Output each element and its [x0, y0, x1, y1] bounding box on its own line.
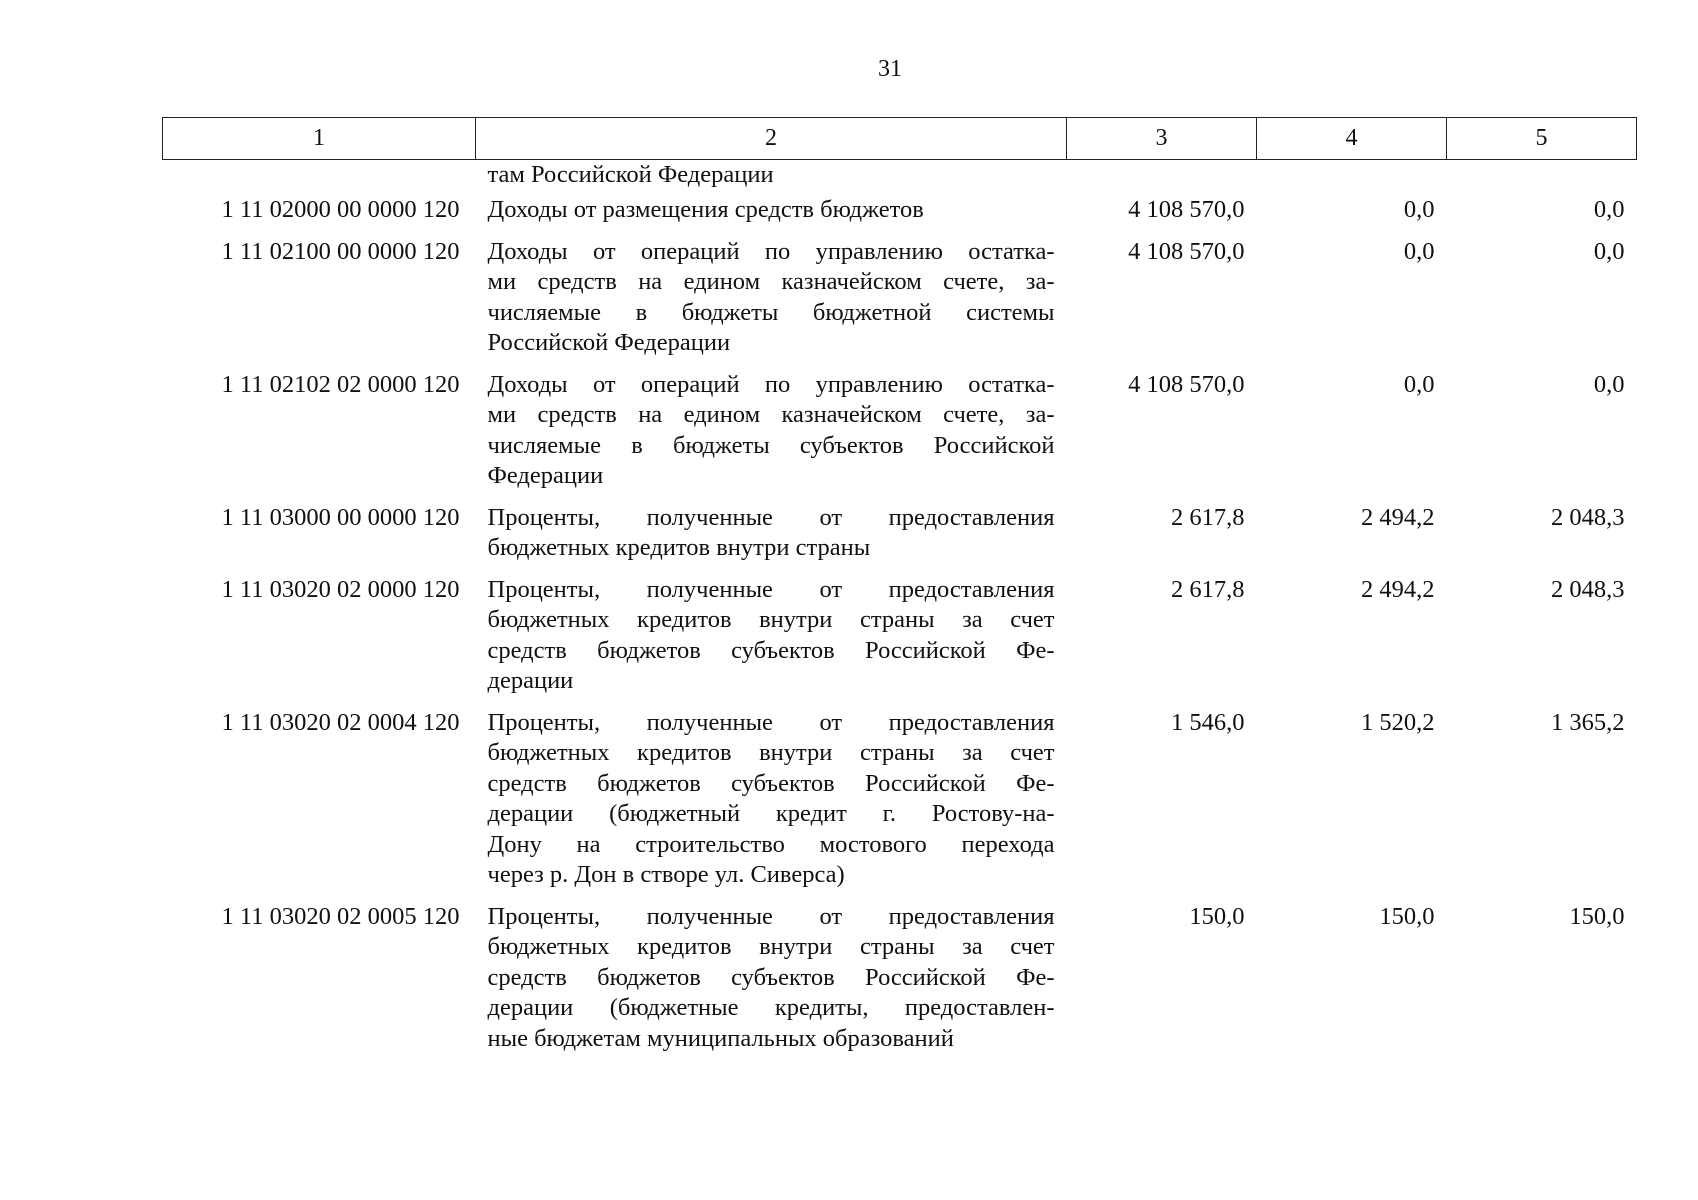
revenue-name-cell [476, 237, 1067, 370]
table-header [163, 118, 1637, 160]
revenue-name-line: Доходы от операций по управлению остатка- [487, 237, 1055, 265]
revenue-name-line: Доходы от операций по управлению остатка- [487, 370, 1055, 398]
amount-cell-col5: 0,0 [1593, 196, 1625, 223]
revenue-code-cell: 1 11 02100 00 0000 120 [221, 237, 460, 265]
continuation-row [163, 160, 1637, 196]
table-row [163, 195, 1637, 237]
revenue-name-cell [476, 575, 1067, 708]
revenue-name-line: Федерации [487, 462, 604, 489]
continuation-name-cell [476, 160, 1067, 196]
revenue-name-line: бюджетных кредитов внутри страны за счет [487, 739, 1055, 766]
amount-cell-col3: 4 108 570,0 [1128, 370, 1245, 398]
continuation-empty-cell [1257, 160, 1447, 196]
revenue-code-cell: 1 11 03020 02 0000 120 [221, 575, 460, 603]
amount-cell-col3: 150,0 [1189, 902, 1245, 930]
revenue-name-line: Проценты, полученные от предоставления [487, 575, 1055, 603]
revenue-name-cell [476, 195, 1067, 237]
table-body [163, 160, 1637, 1055]
table-row [163, 237, 1637, 370]
amount-cell-col4: 2 494,2 [1361, 503, 1435, 531]
amount-cell-col4: 0,0 [1403, 237, 1435, 265]
revenue-name-cell [476, 708, 1067, 902]
revenue-name-cell [476, 902, 1067, 1055]
revenue-name-line: Проценты, полученные от предоставления [487, 503, 1055, 531]
column-header-2: 2 [476, 118, 1067, 160]
revenue-name-line: числяемые в бюджеты бюджетной системы [487, 298, 1055, 326]
continuation-name-line: там Российской Федерации [487, 161, 774, 188]
revenue-name-line: числяемые в бюджеты субъектов Российской [487, 431, 1055, 459]
revenue-name-line: Проценты, полученные от предоставления [487, 708, 1055, 736]
revenue-code-cell: 1 11 03020 02 0004 120 [221, 708, 460, 736]
amount-cell-col3: 2 617,8 [1171, 503, 1245, 531]
revenue-code-cell: 1 11 02000 00 0000 120 [221, 196, 460, 223]
table-header-row [163, 118, 1637, 160]
amount-cell-col4: 150,0 [1379, 902, 1435, 930]
amount-cell-col4: 1 520,2 [1361, 708, 1435, 736]
table-row [163, 575, 1637, 708]
table-row [163, 370, 1637, 503]
revenue-name-line: Дону на строительство мостового перехода [487, 830, 1055, 858]
revenue-name-line: Проценты, полученные от предоставления [487, 902, 1055, 930]
revenue-name-line: бюджетных кредитов внутри страны за счет [487, 933, 1055, 960]
revenue-code-cell: 1 11 02102 02 0000 120 [221, 370, 460, 398]
revenue-name-line: Российской Федерации [487, 329, 731, 356]
revenue-name-line: бюджетных кредитов внутри страны за счет [487, 606, 1055, 633]
revenue-name-line: дерации (бюджетный кредит г. Ростову-на- [487, 800, 1055, 827]
amount-cell-col4: 0,0 [1403, 196, 1435, 223]
page-number: 31 [878, 56, 902, 82]
table-row [163, 708, 1637, 902]
table-row [163, 503, 1637, 575]
revenue-code-cell: 1 11 03000 00 0000 120 [221, 503, 460, 531]
column-header-3: 3 [1067, 118, 1257, 160]
amount-cell-col3: 2 617,8 [1171, 575, 1245, 603]
revenue-name-line: бюджетных кредитов внутри страны [487, 534, 871, 561]
revenue-name-line: ми средств на едином казначейском счете, за- [487, 268, 1055, 295]
revenue-name-line: дерации (бюджетные кредиты, предоставлен- [487, 994, 1055, 1021]
revenue-name-line: Доходы от размещения средств бюджетов [487, 196, 924, 223]
amount-cell-col5: 0,0 [1593, 237, 1625, 265]
amount-cell-col4: 2 494,2 [1361, 575, 1435, 603]
revenue-name-line: ми средств на едином казначейском счете, за- [487, 401, 1055, 428]
amount-cell-col5: 0,0 [1593, 370, 1625, 398]
amount-cell-col5: 150,0 [1569, 902, 1625, 930]
revenue-code-cell: 1 11 03020 02 0005 120 [221, 902, 460, 930]
budget-revenue-table [162, 117, 1637, 1054]
revenue-name-cell [476, 503, 1067, 575]
revenue-name-line: через р. Дон в створе ул. Сиверса) [487, 861, 845, 888]
amount-cell-col3: 4 108 570,0 [1128, 196, 1245, 223]
amount-cell-col4: 0,0 [1403, 370, 1435, 398]
revenue-name-line: ные бюджетам муниципальных образований [487, 1024, 954, 1052]
amount-cell-col5: 2 048,3 [1551, 503, 1625, 531]
amount-cell-col3: 1 546,0 [1171, 708, 1245, 736]
column-header-1: 1 [163, 118, 476, 160]
revenue-name-line: средств бюджетов субъектов Российской Фе- [487, 963, 1055, 991]
revenue-name-line: средств бюджетов субъектов Российской Фе- [487, 769, 1055, 797]
amount-cell-col5: 2 048,3 [1551, 575, 1625, 603]
revenue-name-cell [476, 370, 1067, 503]
table-row [163, 902, 1637, 1055]
column-header-5: 5 [1447, 118, 1637, 160]
amount-cell-col3: 4 108 570,0 [1128, 237, 1245, 265]
revenue-name-line: средств бюджетов субъектов Российской Фе- [487, 636, 1055, 664]
continuation-code-cell [163, 160, 476, 196]
continuation-empty-cell [1447, 160, 1637, 196]
amount-cell-col5: 1 365,2 [1551, 708, 1625, 736]
column-header-4: 4 [1257, 118, 1447, 160]
revenue-name-line: дерации [487, 667, 574, 694]
continuation-empty-cell [1067, 160, 1257, 196]
